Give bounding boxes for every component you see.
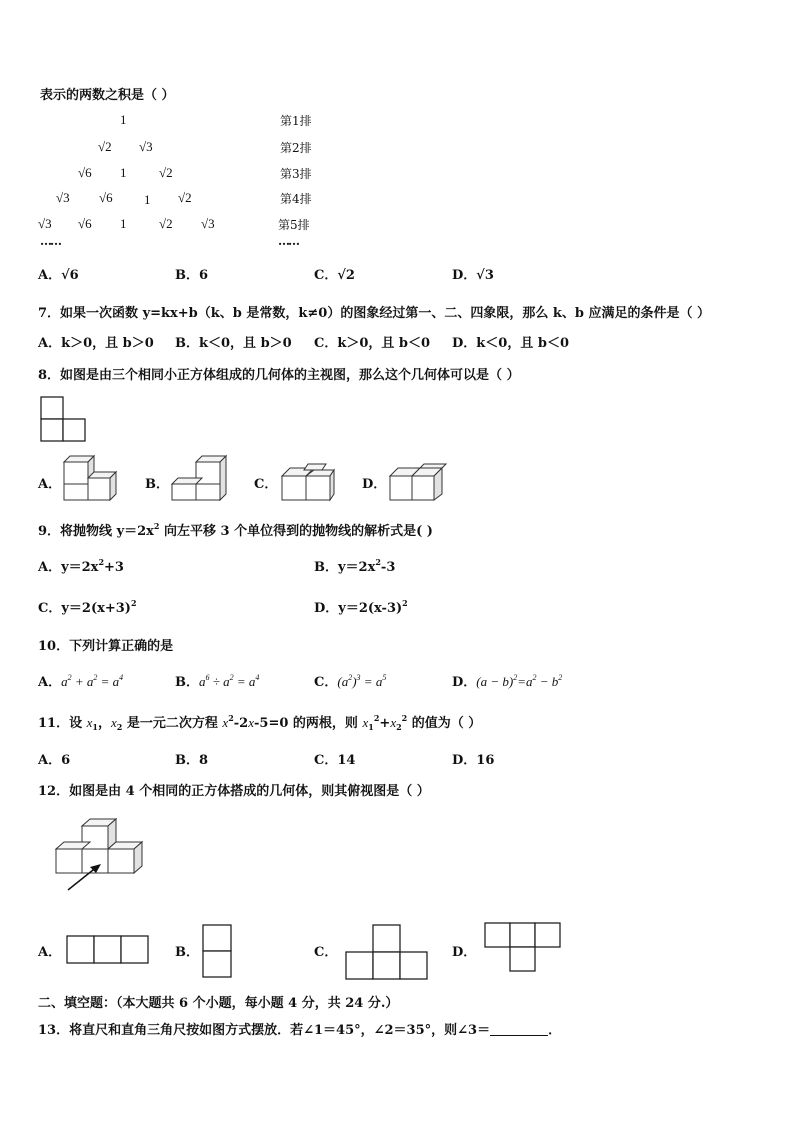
q12-stem: 12．如图是由 4 个相同的正方体搭成的几何体，则其俯视图是（ ） [38,784,430,799]
q12-option-d-label: D． [452,945,477,960]
q13-stem: 13．将直尺和直角三角尺按如图方式摆放．若∠1＝45°，∠2＝35°，则∠3＝ ． [38,1023,562,1038]
q7-option-c: C．k＞0，且 b＜0 [314,336,431,351]
triangle-r3-c1: √6 [78,165,92,180]
row-label-5: 第5排 [278,218,310,232]
q10-stem: 10．下列计算正确的是 [38,639,174,654]
triangle-r4-c3: 1 [144,192,151,207]
q6-option-b: B．6 [175,268,209,283]
q6-option-a: A．√6 [38,268,79,283]
q11-option-b: B．8 [175,753,209,768]
triangle-r4-c1: √3 [56,190,70,205]
row-label-2: 第2排 [280,141,312,155]
q12-option-a-label: A． [38,945,62,960]
q12-option-c-figure [345,924,429,980]
q9-option-b: B．$y=2x^2-3$ [314,557,396,575]
triangle-r4-c2: √6 [99,190,113,205]
triangle-r5-c3: 1 [120,216,127,231]
q12-solid-figure [54,818,150,894]
q12-option-b-label: B． [175,945,199,960]
q6-stem: 表示的两数之积是（ ） [40,88,175,103]
row-label-3: 第3排 [280,167,312,181]
q8-option-a-label: A． [38,477,62,492]
triangle-r4-c4: √2 [178,190,192,205]
q12-option-d-figure [484,922,564,974]
q12-option-c-label: C． [314,945,338,960]
q8-stem: 8．如图是由三个相同小正方体组成的几何体的主视图，那么这个几何体可以是（ ） [38,368,520,383]
row-label-1: 第1排 [280,114,312,128]
q11-option-c: C．14 [314,753,356,768]
q8-option-c-label: C． [254,477,278,492]
q8-option-d-figure [388,462,452,502]
section-heading: 二、填空题：（本大题共 6 个小题，每小题 4 分，共 24 分.） [38,996,399,1011]
q10-option-b: B．$a^6 \div a^2 = a^4$ [175,673,260,690]
q8-option-b-label: B． [145,477,169,492]
q13-answer-blank[interactable] [490,1023,548,1036]
q6-option-d: D．√3 [452,268,494,283]
q8-option-c-figure [280,462,336,502]
q10-option-a: A．$a^2 + a^2 = a^4$ [38,673,124,690]
triangle-r5-c1: √3 [38,216,52,231]
q11-stem: 11．设 $x_1$，$x_2$ 是一元二次方程 $x^2-2x-5=0$ 的两根，则 $x_1^2+x_2^2$ 的值为（ ） [38,713,482,732]
q12-option-b-figure [202,924,234,978]
q11-option-d: D．16 [452,753,495,768]
triangle-r2-c1: √2 [98,139,112,154]
q9-option-a: A．$y=2x^2+3$ [38,557,124,575]
triangle-r3-c2: 1 [120,165,127,180]
q7-option-d: D．k＜0，且 b＜0 [452,336,569,351]
q8-option-a-figure [62,454,120,502]
q9-stem: 9．将抛物线 $y=2x^2$ 向左平移 3 个单位得到的抛物线的解析式是( ) [38,521,433,539]
q6-option-c: C．√2 [314,268,355,283]
q8-option-d-label: D． [362,477,387,492]
triangle-r5-c5: √3 [201,216,215,231]
triangle-r1-c1: 1 [120,112,127,127]
triangle-r5-c2: √6 [78,216,92,231]
triangle-r5-c4: √2 [159,216,173,231]
q9-option-d: D．$y=2(x-3)^2$ [314,598,408,616]
q7-option-a: A．k＞0，且 b＞0 [38,336,154,351]
q9-option-c: C．$y=2(x+3)^2$ [38,598,137,616]
row-label-4: 第4排 [280,192,312,206]
triangle-r2-c2: √3 [139,139,153,154]
triangle-ellipsis-left: …… [40,234,60,248]
triangle-r3-c3: √2 [159,165,173,180]
q8-front-view-figure [40,396,86,442]
q10-option-c: C．$(a^2)^3 = a^5$ [314,673,387,690]
q11-option-a: A．6 [38,753,71,768]
q10-option-d: D．$(a - b)^2=a^2 - b^2$ [452,673,563,690]
q8-option-b-figure [170,454,228,502]
q7-stem: 7．如果一次函数 y=kx+b（k、b 是常数，k≠0）的图象经过第一、二、四象限，那么 k、b 应满足的条件是（ ） [38,306,711,321]
triangle-ellipsis-right: …… [278,234,298,248]
q7-option-b: B．k＜0，且 b＞0 [175,336,292,351]
q12-option-a-figure [66,935,150,965]
